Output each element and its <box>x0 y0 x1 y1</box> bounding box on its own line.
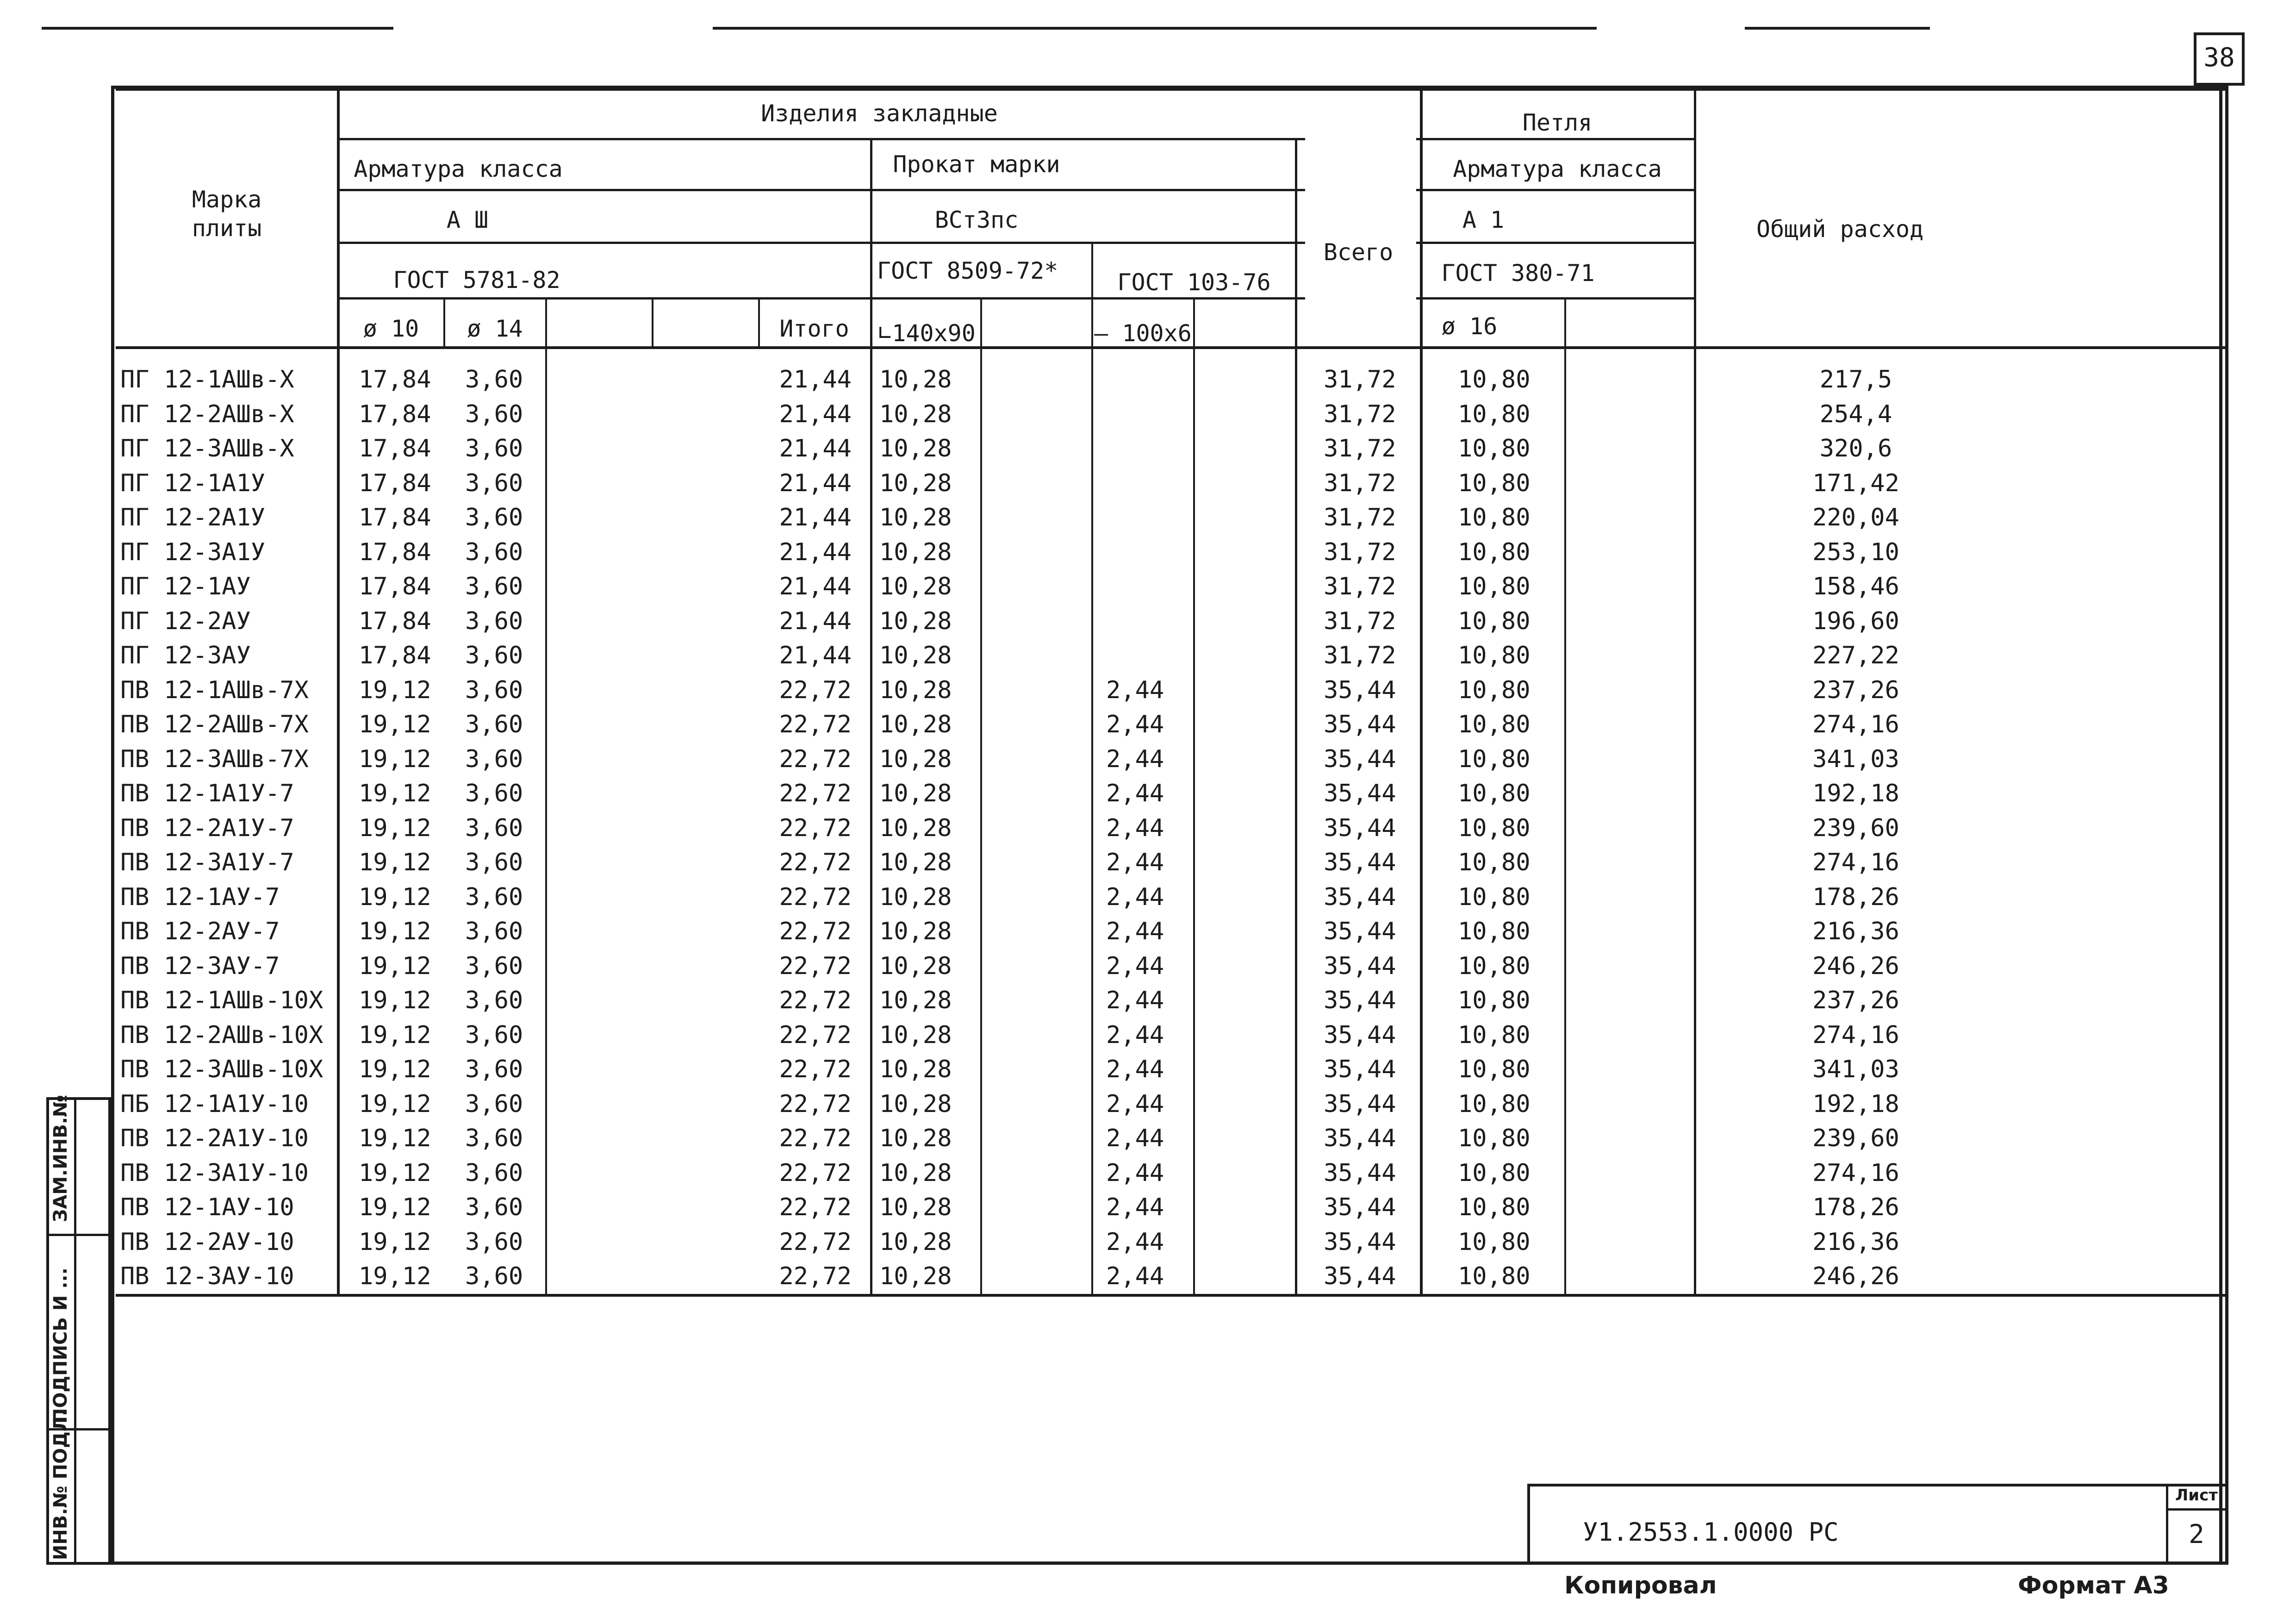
row-total: 192,18 <box>1812 1090 1899 1118</box>
row-d14: 3,60 <box>465 849 523 876</box>
row-total: 341,03 <box>1812 745 1899 773</box>
grid-h-4 <box>338 297 1305 300</box>
row-l140: 10,28 <box>879 573 952 600</box>
row-d14: 3,60 <box>465 504 523 531</box>
row-l140: 10,28 <box>879 435 952 462</box>
row-d10: 19,12 <box>359 1021 431 1049</box>
header-obshiy: Общий расход <box>1756 216 1924 243</box>
row-total: 158,46 <box>1812 573 1899 600</box>
row-total: 237,26 <box>1812 676 1899 704</box>
row-s100: 2,44 <box>1106 1021 1164 1049</box>
header-vsego: Всего <box>1323 239 1394 266</box>
row-vsego: 31,72 <box>1324 400 1396 428</box>
row-d14: 3,60 <box>465 1228 523 1256</box>
row-l140: 10,28 <box>879 469 952 497</box>
row-itogo: 21,44 <box>779 504 852 531</box>
footer-kopiroval: Копировал <box>1564 1572 1717 1599</box>
stamp-list-label: Лист <box>2175 1486 2218 1505</box>
top-rule-left <box>42 27 393 30</box>
row-d10: 19,12 <box>359 1262 431 1290</box>
row-mark: ПГ 12-1АУ <box>120 573 251 600</box>
row-d16: 10,80 <box>1458 607 1531 635</box>
row-s100: 2,44 <box>1106 676 1164 704</box>
row-d14: 3,60 <box>465 1193 523 1221</box>
header-marka: Марка плиты <box>192 186 262 242</box>
row-d14: 3,60 <box>465 918 523 945</box>
row-d16: 10,80 <box>1458 1228 1531 1256</box>
row-d14: 3,60 <box>465 573 523 600</box>
row-d10: 17,84 <box>359 538 431 566</box>
row-itogo: 22,72 <box>779 883 852 911</box>
row-l140: 10,28 <box>879 642 952 669</box>
row-vsego: 35,44 <box>1324 676 1396 704</box>
row-d14: 3,60 <box>465 538 523 566</box>
row-d16: 10,80 <box>1458 642 1531 669</box>
row-d14: 3,60 <box>465 400 523 428</box>
grid-h-1 <box>338 138 1305 140</box>
header-d14: ø 14 <box>467 315 523 342</box>
row-l140: 10,28 <box>879 814 952 842</box>
row-d10: 17,84 <box>359 573 431 600</box>
row-d16: 10,80 <box>1458 366 1531 394</box>
row-l140: 10,28 <box>879 780 952 807</box>
row-d14: 3,60 <box>465 952 523 980</box>
header-gost-armatura: ГОСТ 5781-82 <box>393 267 560 294</box>
row-total: 254,4 <box>1819 400 1892 428</box>
row-vsego: 31,72 <box>1324 366 1396 394</box>
top-rule-right <box>1745 27 1930 30</box>
row-d16: 10,80 <box>1458 538 1531 566</box>
grid-v-e2 <box>652 299 653 347</box>
row-itogo: 21,44 <box>779 366 852 394</box>
header-gost-prokat1: ГОСТ 8509-72* <box>877 257 1058 284</box>
row-total: 341,03 <box>1812 1056 1899 1083</box>
grid-h-2b <box>1416 189 1694 191</box>
header-itogo: Итого <box>779 315 849 342</box>
row-mark: ПБ 12-1А1У-10 <box>120 1090 309 1118</box>
row-vsego: 31,72 <box>1324 469 1396 497</box>
row-itogo: 21,44 <box>779 573 852 600</box>
row-d16: 10,80 <box>1458 1090 1531 1118</box>
row-s100: 2,44 <box>1106 745 1164 773</box>
row-total: 274,16 <box>1812 711 1899 738</box>
row-d10: 19,12 <box>359 849 431 876</box>
row-s100: 2,44 <box>1106 1228 1164 1256</box>
row-d10: 19,12 <box>359 745 431 773</box>
row-total: 220,04 <box>1812 504 1899 531</box>
row-d16: 10,80 <box>1458 814 1531 842</box>
row-total: 196,60 <box>1812 607 1899 635</box>
row-mark: ПГ 12-3А1У <box>120 538 266 566</box>
row-mark: ПВ 12-1АШв-7Х <box>120 676 309 704</box>
row-itogo: 21,44 <box>779 469 852 497</box>
row-d14: 3,60 <box>465 1159 523 1187</box>
row-d16: 10,80 <box>1458 400 1531 428</box>
page-number: 38 <box>2203 43 2235 73</box>
row-itogo: 22,72 <box>779 1090 852 1118</box>
row-vsego: 35,44 <box>1324 1056 1396 1083</box>
row-d14: 3,60 <box>465 435 523 462</box>
row-vsego: 35,44 <box>1324 987 1396 1014</box>
row-d10: 19,12 <box>359 814 431 842</box>
grid-h-3 <box>338 242 1305 244</box>
row-d14: 3,60 <box>465 987 523 1014</box>
row-itogo: 22,72 <box>779 1193 852 1221</box>
row-d16: 10,80 <box>1458 987 1531 1014</box>
row-mark: ПВ 12-3АУ-10 <box>120 1262 294 1290</box>
row-d10: 17,84 <box>359 400 431 428</box>
row-itogo: 22,72 <box>779 1228 852 1256</box>
row-d16: 10,80 <box>1458 1056 1531 1083</box>
row-vsego: 35,44 <box>1324 1193 1396 1221</box>
row-total: 246,26 <box>1812 952 1899 980</box>
row-s100: 2,44 <box>1106 952 1164 980</box>
row-d10: 19,12 <box>359 1193 431 1221</box>
row-d16: 10,80 <box>1458 918 1531 945</box>
row-s100: 2,44 <box>1106 711 1164 738</box>
row-d14: 3,60 <box>465 711 523 738</box>
row-vsego: 35,44 <box>1324 814 1396 842</box>
top-rule-middle <box>713 27 1597 30</box>
row-l140: 10,28 <box>879 987 952 1014</box>
row-d16: 10,80 <box>1458 1159 1531 1187</box>
row-itogo: 21,44 <box>779 400 852 428</box>
row-l140: 10,28 <box>879 538 952 566</box>
row-l140: 10,28 <box>879 1159 952 1187</box>
row-s100: 2,44 <box>1106 849 1164 876</box>
row-d16: 10,80 <box>1458 780 1531 807</box>
row-d16: 10,80 <box>1458 1262 1531 1290</box>
row-d14: 3,60 <box>465 1262 523 1290</box>
row-d10: 19,12 <box>359 952 431 980</box>
row-d16: 10,80 <box>1458 1124 1531 1152</box>
stamp-code: У1.2553.1.0000 РС <box>1583 1518 1839 1547</box>
row-s100: 2,44 <box>1106 883 1164 911</box>
grid-h-2 <box>338 189 1305 191</box>
row-d10: 19,12 <box>359 1228 431 1256</box>
footer-format: Формат А3 <box>2018 1572 2169 1599</box>
row-total: 237,26 <box>1812 987 1899 1014</box>
grid-v-e1 <box>545 299 547 1296</box>
row-itogo: 22,72 <box>779 1262 852 1290</box>
row-mark: ПВ 12-1АШв-10Х <box>120 987 324 1014</box>
row-d14: 3,60 <box>465 469 523 497</box>
row-vsego: 35,44 <box>1324 1124 1396 1152</box>
row-total: 239,60 <box>1812 814 1899 842</box>
row-d10: 19,12 <box>359 918 431 945</box>
row-l140: 10,28 <box>879 607 952 635</box>
header-prokat-marki: Прокат марки <box>893 151 1060 178</box>
row-d14: 3,60 <box>465 642 523 669</box>
header-l140: ∟140х90 <box>878 320 976 347</box>
row-mark: ПВ 12-3А1У-10 <box>120 1159 309 1187</box>
row-l140: 10,28 <box>879 676 952 704</box>
row-d10: 17,84 <box>359 607 431 635</box>
row-d16: 10,80 <box>1458 504 1531 531</box>
row-mark: ПГ 12-2АШв-Х <box>120 400 294 428</box>
header-prokat-value: ВСт3пс <box>934 206 1019 233</box>
row-d14: 3,60 <box>465 780 523 807</box>
row-l140: 10,28 <box>879 883 952 911</box>
row-itogo: 22,72 <box>779 1021 852 1049</box>
row-vsego: 31,72 <box>1324 435 1396 462</box>
side-label-inv-podl: ИНВ.№ ПОДЛ. <box>50 1409 71 1560</box>
row-d16: 10,80 <box>1458 573 1531 600</box>
row-d16: 10,80 <box>1458 745 1531 773</box>
row-d14: 3,60 <box>465 676 523 704</box>
row-d16: 10,80 <box>1458 883 1531 911</box>
row-itogo: 22,72 <box>779 780 852 807</box>
row-itogo: 22,72 <box>779 918 852 945</box>
row-vsego: 35,44 <box>1324 1228 1396 1256</box>
row-s100: 2,44 <box>1106 918 1164 945</box>
header-d10: ø 10 <box>363 315 419 342</box>
row-vsego: 35,44 <box>1324 1090 1396 1118</box>
row-d16: 10,80 <box>1458 1193 1531 1221</box>
row-itogo: 22,72 <box>779 814 852 842</box>
row-d10: 19,12 <box>359 1056 431 1083</box>
row-d14: 3,60 <box>465 1124 523 1152</box>
row-d10: 17,84 <box>359 642 431 669</box>
row-itogo: 22,72 <box>779 745 852 773</box>
header-s100: – 100х6 <box>1094 320 1192 347</box>
row-l140: 10,28 <box>879 1228 952 1256</box>
row-d10: 17,84 <box>359 435 431 462</box>
row-mark: ПВ 12-2А1У-7 <box>120 814 294 842</box>
row-vsego: 35,44 <box>1324 1159 1396 1187</box>
row-d10: 17,84 <box>359 366 431 394</box>
row-vsego: 35,44 <box>1324 952 1396 980</box>
header-petlya-value: А 1 <box>1462 206 1505 233</box>
row-vsego: 31,72 <box>1324 573 1396 600</box>
row-d10: 19,12 <box>359 1124 431 1152</box>
row-total: 320,6 <box>1819 435 1892 462</box>
row-itogo: 22,72 <box>779 711 852 738</box>
row-s100: 2,44 <box>1106 1159 1164 1187</box>
row-mark: ПГ 12-1А1У <box>120 469 266 497</box>
row-l140: 10,28 <box>879 1193 952 1221</box>
row-l140: 10,28 <box>879 952 952 980</box>
row-d14: 3,60 <box>465 1021 523 1049</box>
row-vsego: 35,44 <box>1324 849 1396 876</box>
row-l140: 10,28 <box>879 1262 952 1290</box>
grid-v-prokat <box>870 139 872 1296</box>
grid-v-vsego <box>1295 139 1297 1296</box>
row-d16: 10,80 <box>1458 711 1531 738</box>
row-vsego: 35,44 <box>1324 1021 1396 1049</box>
row-itogo: 21,44 <box>779 642 852 669</box>
row-total: 216,36 <box>1812 1228 1899 1256</box>
row-s100: 2,44 <box>1106 814 1164 842</box>
row-vsego: 35,44 <box>1324 745 1396 773</box>
row-s100: 2,44 <box>1106 1193 1164 1221</box>
stamp-list-line <box>2166 1508 2228 1511</box>
grid-v-obshiy <box>1694 88 1696 1296</box>
row-d10: 17,84 <box>359 504 431 531</box>
row-l140: 10,28 <box>879 1124 952 1152</box>
row-itogo: 21,44 <box>779 538 852 566</box>
row-l140: 10,28 <box>879 918 952 945</box>
side-label-zam-inv: ЗАМ.ИНВ.№ <box>50 1094 71 1222</box>
row-l140: 10,28 <box>879 745 952 773</box>
header-petlya-armatura: Арматура класса <box>1453 156 1662 182</box>
header-gost-petlya: ГОСТ 380-71 <box>1441 260 1595 287</box>
row-itogo: 21,44 <box>779 607 852 635</box>
row-total: 178,26 <box>1812 1193 1899 1221</box>
row-d14: 3,60 <box>465 607 523 635</box>
row-d14: 3,60 <box>465 745 523 773</box>
row-s100: 2,44 <box>1106 1090 1164 1118</box>
row-d16: 10,80 <box>1458 435 1531 462</box>
row-s100: 2,44 <box>1106 1262 1164 1290</box>
row-itogo: 21,44 <box>779 435 852 462</box>
row-vsego: 35,44 <box>1324 1262 1396 1290</box>
row-vsego: 35,44 <box>1324 711 1396 738</box>
header-armatura-klassa: Арматура класса <box>354 156 563 182</box>
grid-h-4b <box>1416 297 1694 300</box>
row-itogo: 22,72 <box>779 676 852 704</box>
row-vsego: 31,72 <box>1324 642 1396 669</box>
row-d10: 19,12 <box>359 711 431 738</box>
row-s100: 2,44 <box>1106 1124 1164 1152</box>
row-mark: ПВ 12-3А1У-7 <box>120 849 294 876</box>
grid-v-gost103 <box>1091 243 1093 1296</box>
row-mark: ПГ 12-3АУ <box>120 642 251 669</box>
row-total: 274,16 <box>1812 1021 1899 1049</box>
grid-v-s100b <box>1193 299 1195 1296</box>
row-d10: 17,84 <box>359 469 431 497</box>
grid-v-d16b <box>1564 299 1566 1296</box>
row-mark: ПВ 12-3АШв-10Х <box>120 1056 324 1083</box>
row-total: 274,16 <box>1812 849 1899 876</box>
row-d14: 3,60 <box>465 366 523 394</box>
row-l140: 10,28 <box>879 1056 952 1083</box>
row-mark: ПГ 12-3АШв-Х <box>120 435 294 462</box>
row-mark: ПГ 12-2АУ <box>120 607 251 635</box>
row-d16: 10,80 <box>1458 469 1531 497</box>
row-d14: 3,60 <box>465 1056 523 1083</box>
row-d10: 19,12 <box>359 883 431 911</box>
row-d10: 19,12 <box>359 1159 431 1187</box>
row-l140: 10,28 <box>879 400 952 428</box>
row-total: 178,26 <box>1812 883 1899 911</box>
row-l140: 10,28 <box>879 849 952 876</box>
row-mark: ПВ 12-2АШв-7Х <box>120 711 309 738</box>
row-itogo: 22,72 <box>779 1159 852 1187</box>
row-total: 246,26 <box>1812 1262 1899 1290</box>
row-mark: ПВ 12-2АШв-10Х <box>120 1021 324 1049</box>
row-d16: 10,80 <box>1458 849 1531 876</box>
row-total: 217,5 <box>1819 366 1892 394</box>
header-gost-prokat2: ГОСТ 103-76 <box>1117 269 1271 296</box>
row-total: 192,18 <box>1812 780 1899 807</box>
grid-h-1b <box>1416 138 1694 140</box>
row-vsego: 31,72 <box>1324 504 1396 531</box>
row-d16: 10,80 <box>1458 1021 1531 1049</box>
stamp-list-number: 2 <box>2189 1519 2204 1549</box>
row-itogo: 22,72 <box>779 952 852 980</box>
side-strip-divider <box>74 1097 76 1565</box>
row-mark: ПВ 12-2АУ-10 <box>120 1228 294 1256</box>
header-izdeliya: Изделия закладные <box>761 100 998 127</box>
row-d14: 3,60 <box>465 814 523 842</box>
row-mark: ПВ 12-3АУ-7 <box>120 952 280 980</box>
row-l140: 10,28 <box>879 711 952 738</box>
stamp-divider <box>2166 1484 2168 1565</box>
row-total: 227,22 <box>1812 642 1899 669</box>
row-vsego: 31,72 <box>1324 607 1396 635</box>
row-total: 274,16 <box>1812 1159 1899 1187</box>
row-d10: 19,12 <box>359 780 431 807</box>
row-s100: 2,44 <box>1106 780 1164 807</box>
row-d16: 10,80 <box>1458 952 1531 980</box>
row-l140: 10,28 <box>879 1021 952 1049</box>
row-l140: 10,28 <box>879 366 952 394</box>
row-itogo: 22,72 <box>779 1056 852 1083</box>
header-petlya: Петля <box>1522 109 1593 136</box>
row-mark: ПГ 12-1АШв-Х <box>120 366 294 394</box>
row-vsego: 35,44 <box>1324 883 1396 911</box>
header-armatura-value: А Ш <box>446 206 489 233</box>
row-vsego: 35,44 <box>1324 780 1396 807</box>
row-itogo: 22,72 <box>779 849 852 876</box>
row-l140: 10,28 <box>879 504 952 531</box>
row-s100: 2,44 <box>1106 1056 1164 1083</box>
row-d10: 19,12 <box>359 676 431 704</box>
row-d14: 3,60 <box>465 883 523 911</box>
row-total: 216,36 <box>1812 918 1899 945</box>
grid-h-3b <box>1416 242 1694 244</box>
row-itogo: 22,72 <box>779 1124 852 1152</box>
frame-right-double <box>2219 86 2222 1565</box>
row-total: 239,60 <box>1812 1124 1899 1152</box>
row-d10: 19,12 <box>359 987 431 1014</box>
row-mark: ПВ 12-2А1У-10 <box>120 1124 309 1152</box>
row-mark: ПВ 12-3АШв-7Х <box>120 745 309 773</box>
grid-h-body-bottom <box>116 1294 2226 1297</box>
header-d16: ø 16 <box>1441 313 1498 340</box>
row-mark: ПГ 12-2А1У <box>120 504 266 531</box>
row-total: 171,42 <box>1812 469 1899 497</box>
row-d10: 19,12 <box>359 1090 431 1118</box>
row-mark: ПВ 12-1АУ-7 <box>120 883 280 911</box>
row-l140: 10,28 <box>879 1090 952 1118</box>
side-label-podpis: ПОДПИСЬ И ... <box>50 1268 71 1424</box>
row-mark: ПВ 12-2АУ-7 <box>120 918 280 945</box>
row-s100: 2,44 <box>1106 987 1164 1014</box>
row-mark: ПВ 12-1АУ-10 <box>120 1193 294 1221</box>
row-d14: 3,60 <box>465 1090 523 1118</box>
grid-h-top <box>116 88 2226 91</box>
side-strip-sep1 <box>46 1234 111 1236</box>
row-total: 253,10 <box>1812 538 1899 566</box>
row-vsego: 31,72 <box>1324 538 1396 566</box>
row-vsego: 35,44 <box>1324 918 1396 945</box>
row-d16: 10,80 <box>1458 676 1531 704</box>
row-itogo: 22,72 <box>779 987 852 1014</box>
row-mark: ПВ 12-1А1У-7 <box>120 780 294 807</box>
